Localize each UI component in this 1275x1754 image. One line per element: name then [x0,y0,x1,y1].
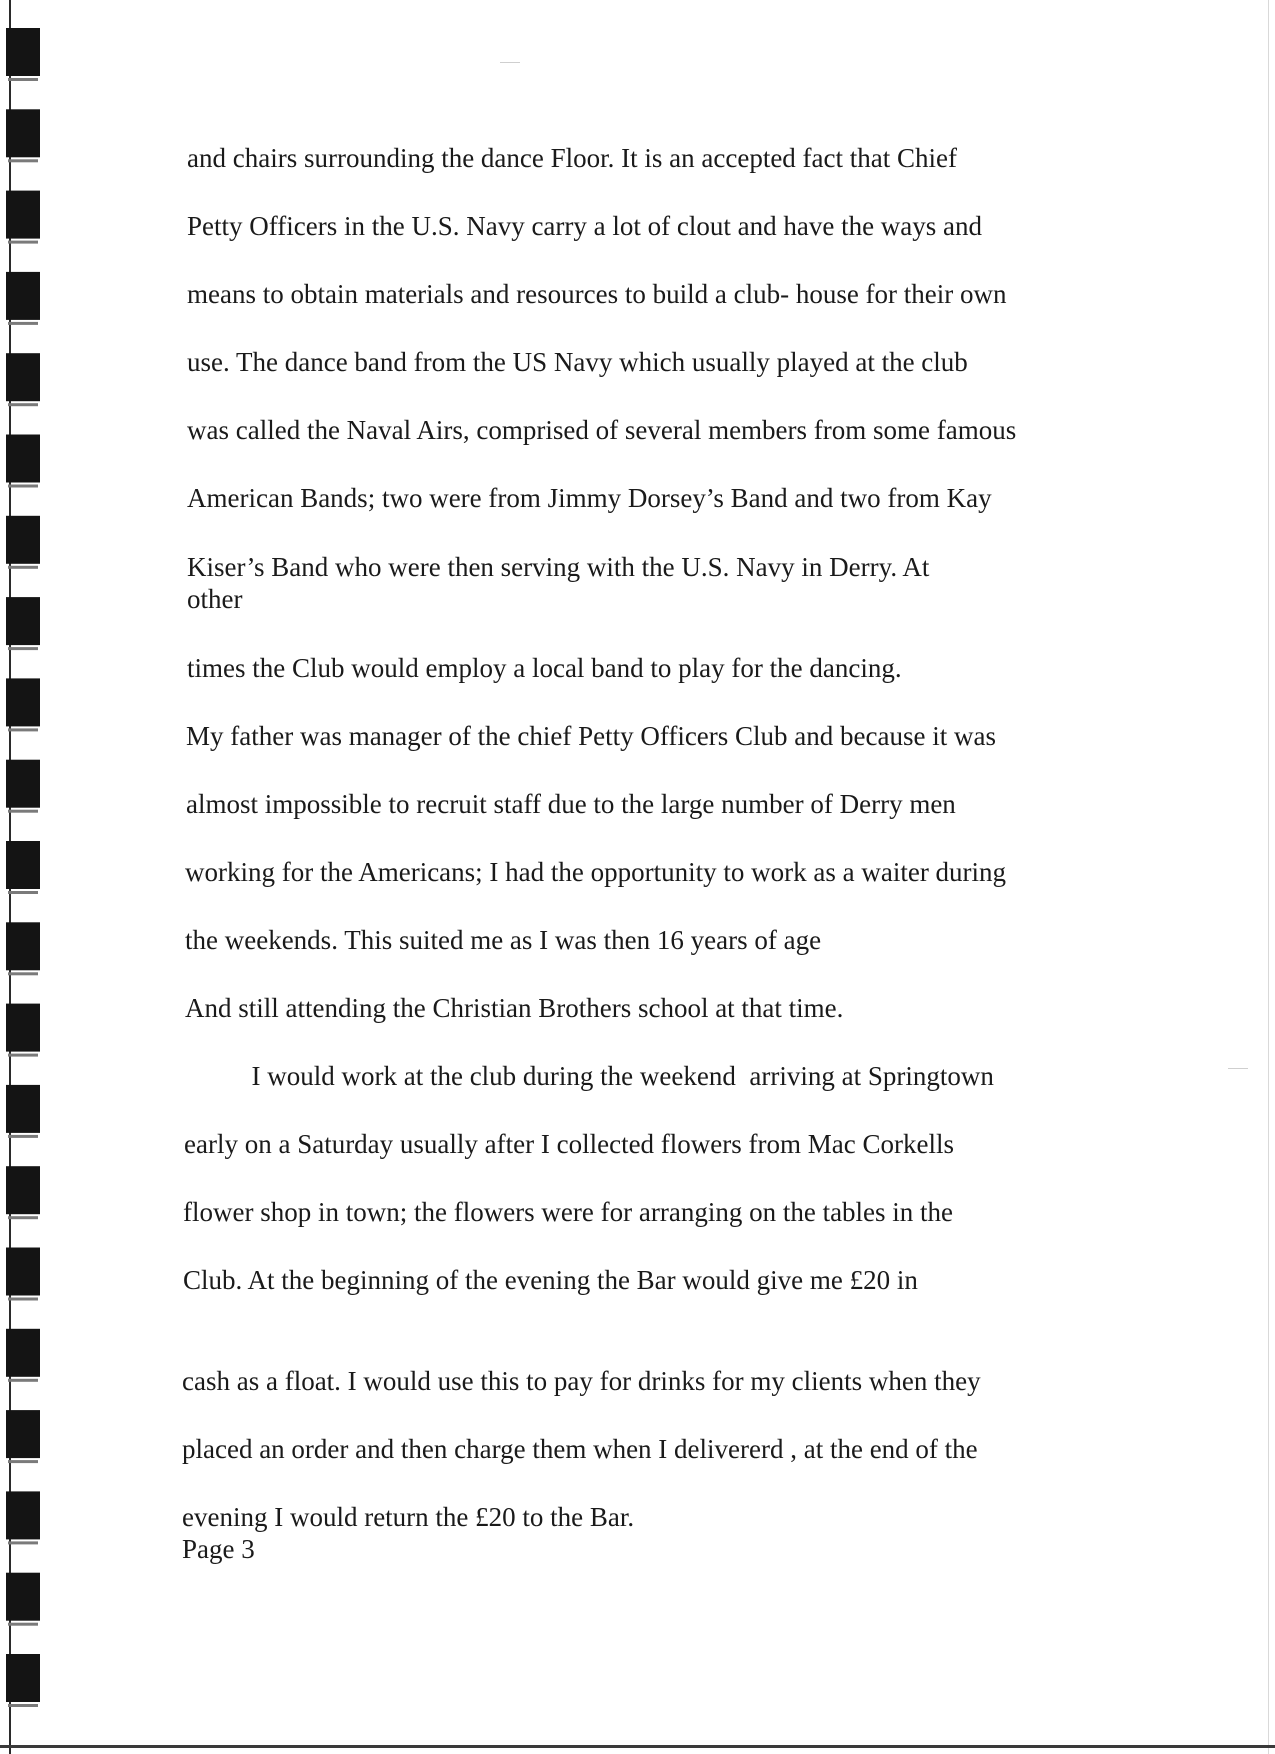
binding-tooth-shadow [8,728,38,731]
binding-tooth [6,1166,40,1214]
binding-tooth-shadow [8,241,38,244]
binding-tooth [6,1085,40,1133]
text-line-13: the weekends. This suited me as I was then 16 years of age [185,925,822,955]
binding-tooth-shadow [8,1541,38,1544]
text-line-3: means to obtain materials and resources to build a club- house for their own [187,279,1007,309]
binding-tooth-shadow [8,1298,38,1301]
binding-tooth [6,760,40,808]
text-line-7: Kiser’s Band who were then serving with the U.S. Navy in Derry. At [187,552,930,582]
page-right-edge [1268,0,1269,1754]
binding-tooth [6,1573,40,1621]
binding-tooth-shadow [8,647,38,650]
scan-speck [1228,1068,1248,1069]
binding-tooth [6,272,40,320]
text-line-4: use. The dance band from the US Navy which usually played at the club [187,347,968,377]
text-line-21: evening I would return the £20 to the Bar. [182,1502,635,1532]
binding-tooth [6,678,40,726]
text-line-20: placed an order and then charge them when I delivererd , at the end of the [182,1434,978,1464]
text-line-9: times the Club would employ a local band to play for the dancing. [187,653,902,683]
text-line-14: And still attending the Christian Brothers school at that time. [185,993,844,1023]
spiral-binding [0,0,42,1754]
text-line-6: American Bands; two were from Jimmy Dorsey’s Band and two from Kay [187,483,992,513]
binding-tooth [6,1004,40,1052]
binding-tooth-shadow [8,1379,38,1382]
page-number: Page 3 [182,1534,255,1564]
binding-tooth-shadow [8,891,38,894]
binding-tooth [6,1248,40,1296]
binding-tooth [6,597,40,645]
binding-tooth-shadow [8,1704,38,1707]
binding-tooth-shadow [8,78,38,81]
page-bottom-edge [0,1745,1275,1748]
binding-tooth-shadow [8,485,38,488]
binding-tooth-shadow [8,1054,38,1057]
binding-tooth-shadow [8,1135,38,1138]
binding-tooth [6,516,40,564]
text-line-5: was called the Naval Airs, comprised of several members from some famous [187,415,1017,445]
binding-tooth [6,841,40,889]
binding-tooth [6,435,40,483]
text-line-17: flower shop in town; the flowers were for arranging on the tables in the [183,1197,954,1227]
text-line-8: other [187,584,243,614]
text-line-1: and chairs surrounding the dance Floor. It is an accepted fact that Chief [187,143,957,173]
binding-tooth-shadow [8,1623,38,1626]
binding-tooth [6,1491,40,1539]
text-line-16: early on a Saturday usually after I collected flowers from Mac Corkells [184,1129,954,1159]
binding-tooth [6,1329,40,1377]
text-line-19: cash as a float. I would use this to pay for drinks for my clients when they [182,1366,981,1396]
binding-tooth-shadow [8,1460,38,1463]
binding-tooth [6,353,40,401]
binding-tooth [6,109,40,157]
text-line-12: working for the Americans; I had the opportunity to work as a waiter during [185,857,1007,887]
binding-tooth [6,922,40,970]
binding-tooth-shadow [8,566,38,569]
binding-tooth [6,191,40,239]
text-line-10: My father was manager of the chief Petty Officers Club and because it was [186,721,996,751]
binding-tooth-shadow [8,159,38,162]
binding-tooth [6,28,40,76]
binding-tooth-shadow [8,972,38,975]
binding-teeth [0,0,42,1754]
text-line-15: I would work at the club during the weekend arriving at Springtown [184,1061,994,1091]
binding-tooth-shadow [8,810,38,813]
binding-tooth [6,1410,40,1458]
text-line-2: Petty Officers in the U.S. Navy carry a lot of clout and have the ways and [187,211,983,241]
text-line-18: Club. At the beginning of the evening the Bar would give me £20 in [183,1265,918,1295]
text-line-11: almost impossible to recruit staff due to the large number of Derry men [186,789,956,819]
binding-tooth-shadow [8,322,38,325]
binding-tooth-shadow [8,1216,38,1219]
scan-speck [500,62,520,63]
binding-tooth [6,1654,40,1702]
binding-tooth-shadow [8,403,38,406]
